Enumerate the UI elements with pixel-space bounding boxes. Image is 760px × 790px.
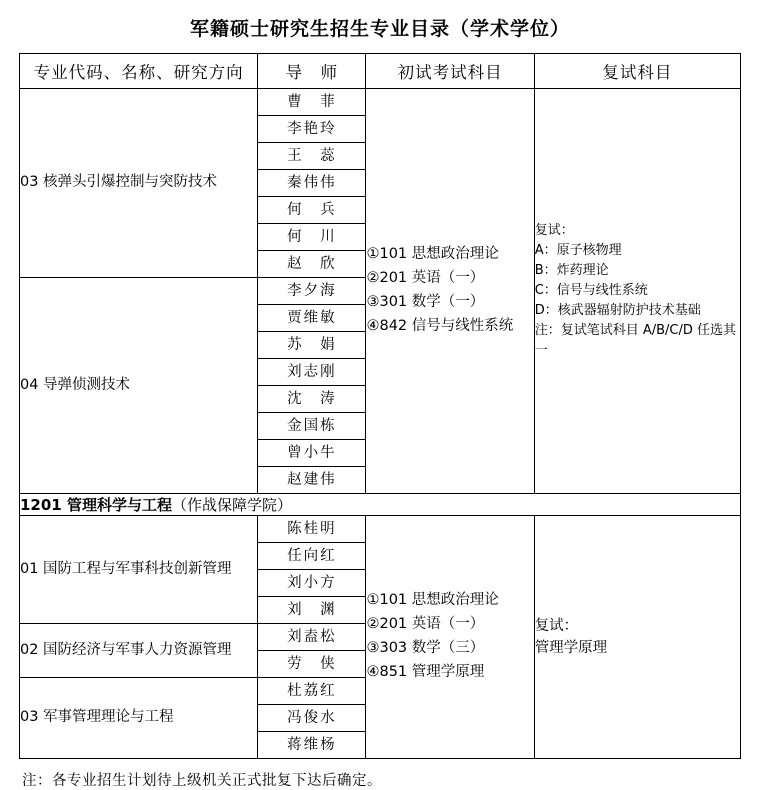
header-tutor: 导 师 xyxy=(258,54,366,89)
first-exam-line: ④851 管理学原理 xyxy=(366,663,485,680)
tutor-name: 金国栋 xyxy=(258,413,366,440)
tutor-name: 赵 欣 xyxy=(258,251,366,278)
first-exam-line: ①101 思想政治理论 xyxy=(366,246,499,263)
section-header-row xyxy=(20,494,741,516)
major-cell-04-missile: 04 导弹侦测技术 xyxy=(20,278,258,494)
footer-note: 注：各专业招生计划待上级机关正式批复下达后确定。 xyxy=(22,773,382,789)
second-exam-line: 管理学原理 xyxy=(534,640,608,656)
tutor-name: 何 兵 xyxy=(258,197,366,224)
tutor-name: 秦伟伟 xyxy=(258,170,366,197)
section-code-name: 1201 管理科学与工程 xyxy=(20,496,172,514)
tutor-name: 贾维敏 xyxy=(258,305,366,332)
tutor-name: 何 川 xyxy=(258,224,366,251)
tutor-name: 刘盍松 xyxy=(258,624,366,651)
major-cell-03-nuclear: 03 核弹头引爆控制与突防技术 xyxy=(20,89,258,278)
header-major: 专业代码、名称、研究方向 xyxy=(20,54,258,89)
second-exam-subjects-group2 xyxy=(534,516,740,759)
tutor-name: 曹 菲 xyxy=(258,89,366,116)
admissions-catalog-table xyxy=(19,53,741,759)
tutor-name: 冯俊水 xyxy=(258,705,366,732)
tutor-name: 苏 娟 xyxy=(258,332,366,359)
tutor-name: 刘 渊 xyxy=(258,597,366,624)
header-first-exam: 初试考试科目 xyxy=(366,54,534,89)
major-cell-01-defense-engineering: 01 国防工程与军事科技创新管理 xyxy=(20,516,258,624)
first-exam-subjects-group2 xyxy=(366,516,534,759)
first-exam-line: ③301 数学（一） xyxy=(366,294,485,310)
tutor-name: 刘小方 xyxy=(258,570,366,597)
table-row xyxy=(20,516,741,543)
second-exam-line: 一 xyxy=(534,343,548,359)
tutor-name: 曾小牛 xyxy=(258,440,366,467)
table-header-row xyxy=(20,54,741,89)
tutor-name: 蒋维杨 xyxy=(258,732,366,759)
first-exam-line: ③303 数学（三） xyxy=(366,640,485,656)
tutor-name: 陈桂明 xyxy=(258,516,366,543)
first-exam-line: ④842 信号与线性系统 xyxy=(366,317,514,334)
tutor-name: 沈 涛 xyxy=(258,386,366,413)
second-exam-line: D：核武器辐射防护技术基础 xyxy=(534,303,701,319)
section-title-cell xyxy=(20,494,741,516)
page-title: 军籍硕士研究生招生专业目录（学术学位） xyxy=(189,18,570,40)
tutor-name: 李夕海 xyxy=(258,278,366,305)
first-exam-line: ②201 英语（一） xyxy=(366,270,485,287)
second-exam-line: A：原子核物理 xyxy=(534,242,622,258)
second-exam-subjects-group1 xyxy=(534,89,740,494)
table-row xyxy=(20,89,741,116)
first-exam-line: ②201 英语（一） xyxy=(366,616,485,633)
tutor-name: 赵建伟 xyxy=(258,467,366,494)
first-exam-subjects-group1 xyxy=(366,89,534,494)
header-second-exam: 复试科目 xyxy=(534,54,740,89)
second-exam-line: 复试： xyxy=(534,222,574,238)
section-college: （作战保障学院） xyxy=(171,496,292,514)
second-exam-line: 注：复试笔试科目 A/B/C/D 任选其 xyxy=(534,323,736,339)
second-exam-line: C：信号与线性系统 xyxy=(534,282,648,298)
tutor-name: 王 蕊 xyxy=(258,143,366,170)
tutor-name: 劳 侠 xyxy=(258,651,366,678)
tutor-name: 李艳玲 xyxy=(258,116,366,143)
second-exam-line: B：炸药理论 xyxy=(534,262,609,278)
tutor-name: 刘志刚 xyxy=(258,359,366,386)
major-cell-03-military-management: 03 军事管理理论与工程 xyxy=(20,678,258,759)
second-exam-line: 复试： xyxy=(534,617,579,634)
tutor-name: 任向红 xyxy=(258,543,366,570)
tutor-name: 杜荔红 xyxy=(258,678,366,705)
major-cell-02-defense-economy: 02 国防经济与军事人力资源管理 xyxy=(20,624,258,678)
first-exam-line: ①101 思想政治理论 xyxy=(366,592,499,609)
